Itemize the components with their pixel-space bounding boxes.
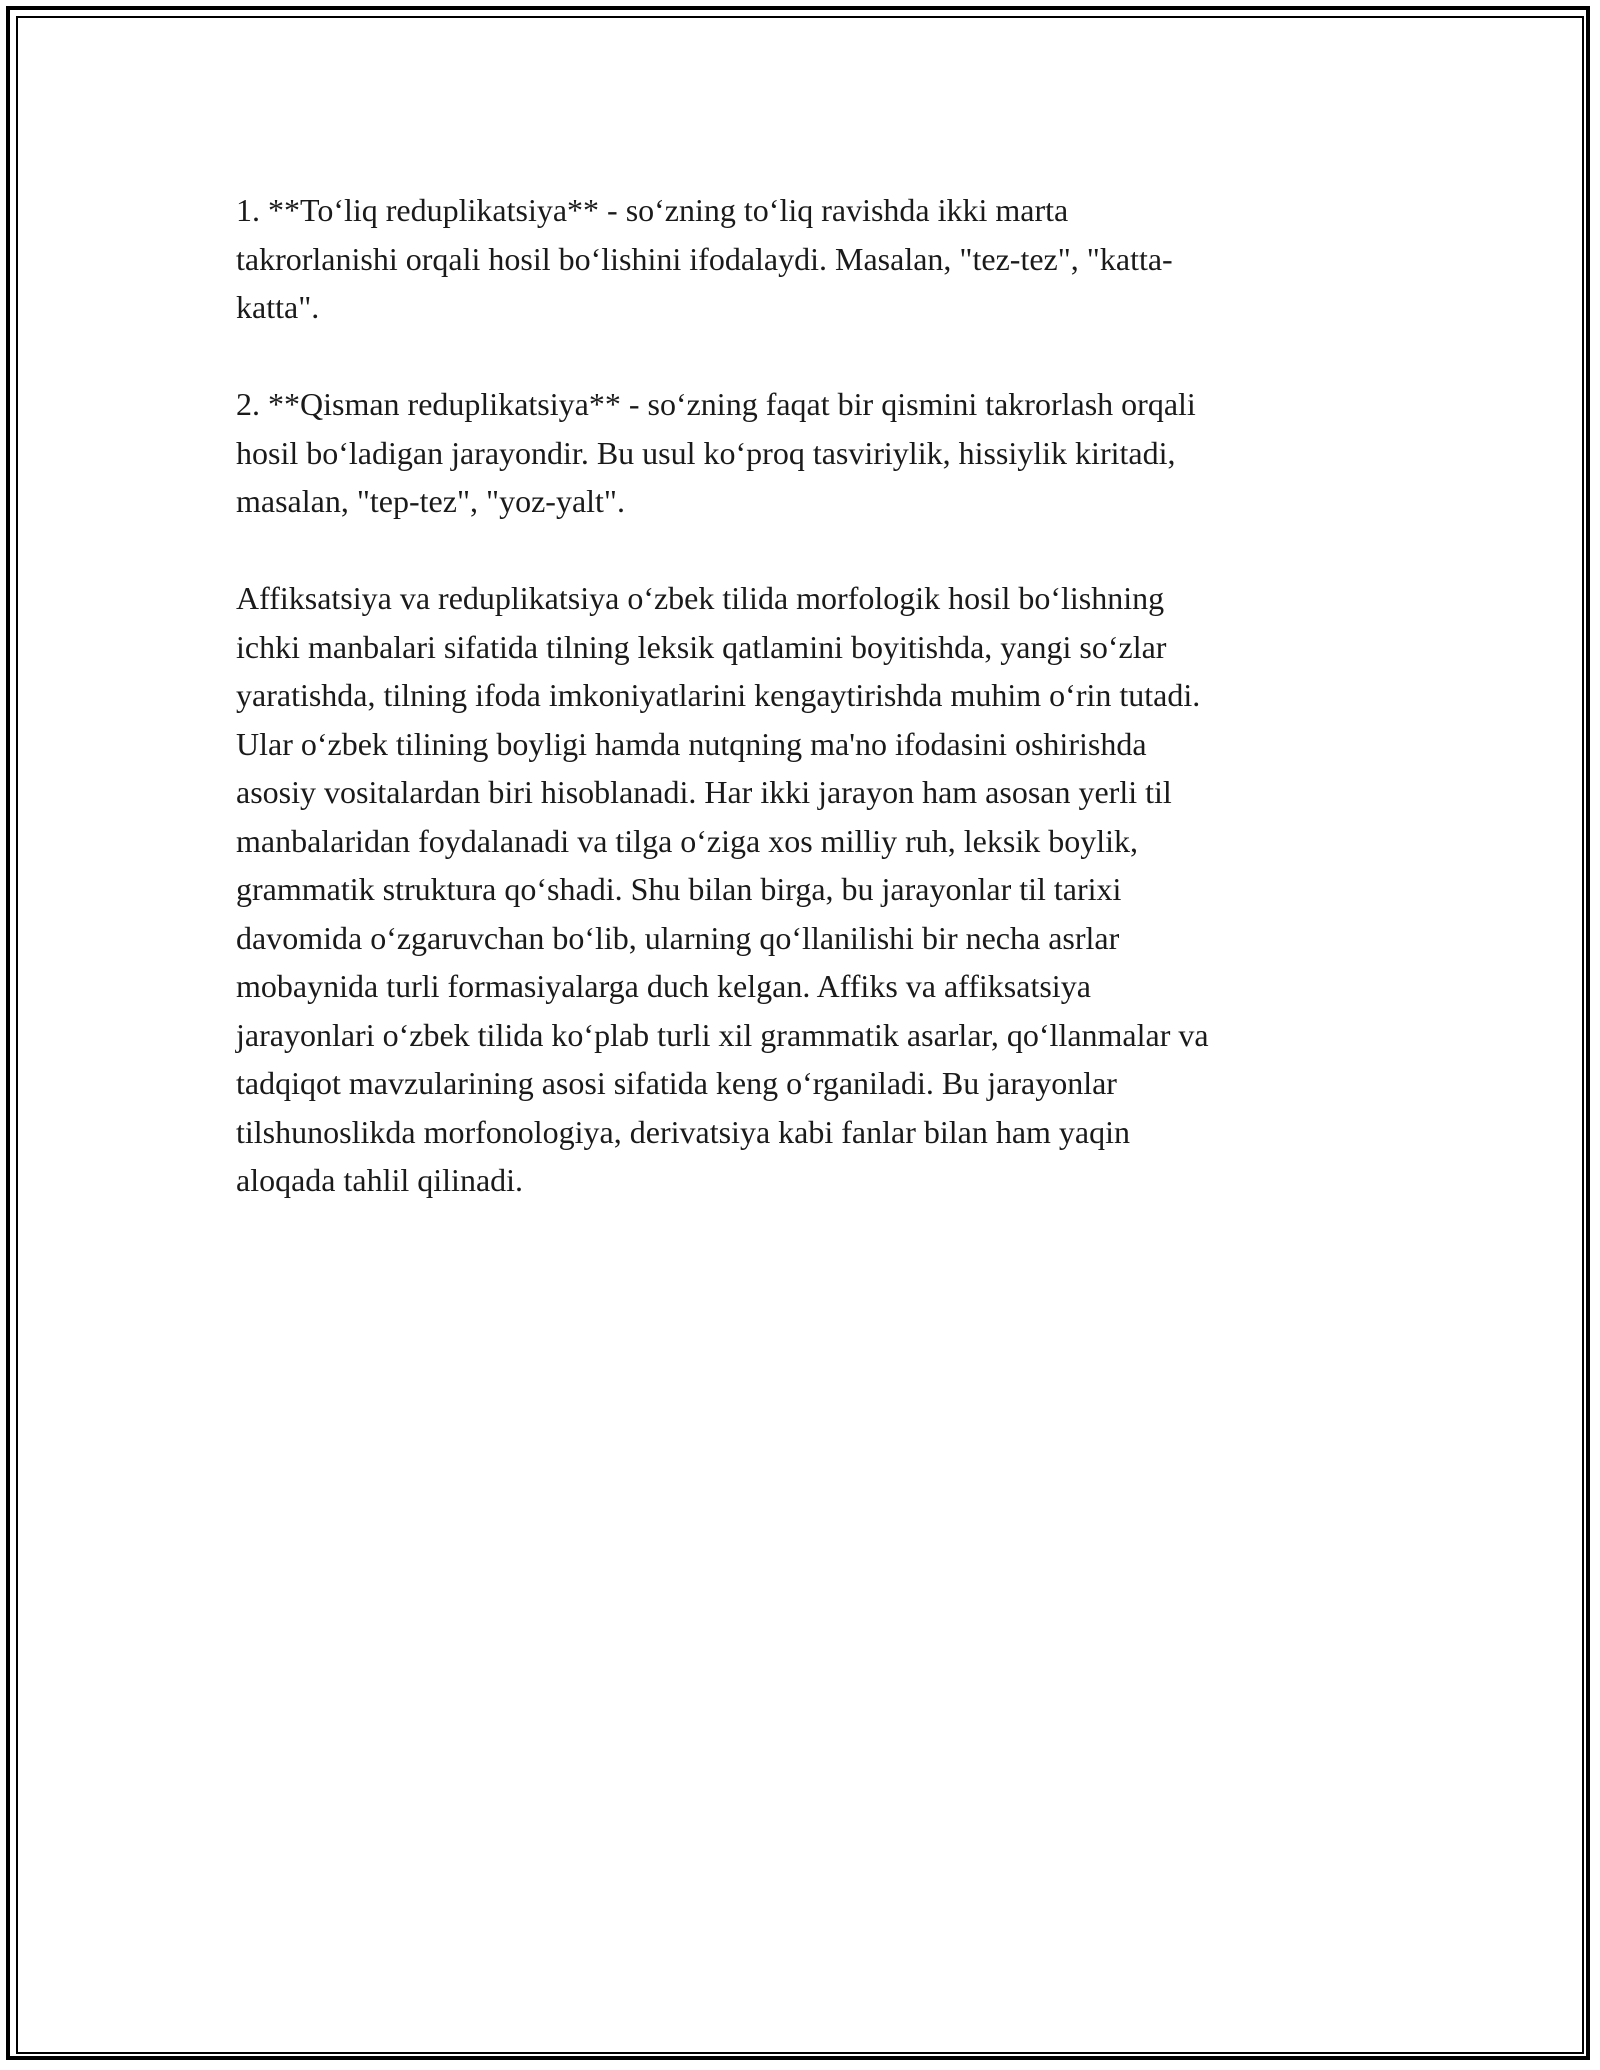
text-line: asosiy vositalardan biri hisoblanadi. Har ikki jarayon ham asosan yerli til — [236, 774, 1172, 810]
text-line: manbalaridan foydalanadi va tilga o‘ziga xos milliy ruh, leksik boylik, — [236, 822, 1138, 859]
text-line: davomida o‘zgaruvchan bo‘lib, ularning qo‘llanilishi bir necha asrlar — [236, 919, 1120, 956]
text-line: mobaynida turli formasiyalarga duch kelgan. Affiks va affiksatsiya — [236, 968, 1091, 1004]
text-line: 1. **To‘liq reduplikatsiya** - so‘zning to‘liq ravishda ikki marta — [236, 192, 1069, 228]
text-line: tadqiqot mavzularining asosi sifatida keng o‘rganiladi. Bu jarayonlar — [236, 1065, 1117, 1101]
text-line: Ular o‘zbek tilining boyligi hamda nutqning ma'no ifodasini oshirishda — [236, 725, 1147, 762]
paragraph-partial-reduplication — [236, 380, 1356, 526]
text-line: hosil bo‘ladigan jarayondir. Bu usul ko‘proq tasviriylik, hissiylik kiritadi, — [236, 434, 1176, 471]
paragraph-full-reduplication — [236, 186, 1356, 332]
text-line: grammatik struktura qo‘shadi. Shu bilan birga, bu jarayonlar til tarixi — [236, 871, 1122, 907]
text-line: takrorlanishi orqali hosil bo‘lishini ifodalaydi. Masalan, "tez-tez", "katta- — [236, 240, 1173, 277]
text-line: 2. **Qisman reduplikatsiya** - so‘zning faqat bir qismini takrorlash orqali — [236, 386, 1196, 422]
document-body — [236, 186, 1356, 1253]
text-line: jarayonlari o‘zbek tilida ko‘plab turli xil grammatik asarlar, qo‘llanmalar va — [236, 1016, 1209, 1053]
paragraph-summary — [236, 574, 1356, 1205]
text-line: katta". — [236, 289, 320, 325]
text-line: tilshunoslikda morfonologiya, derivatsiya kabi fanlar bilan ham yaqin — [236, 1113, 1131, 1150]
text-line: masalan, "tep-tez", "yoz-yalt". — [236, 483, 625, 519]
text-line: aloqada tahlil qilinadi. — [236, 1162, 524, 1198]
text-line: yaratishda, tilning ifoda imkoniyatlarini kengaytirishda muhim o‘rin tutadi. — [236, 677, 1201, 713]
text-line: Affiksatsiya va reduplikatsiya o‘zbek tilida morfologik hosil bo‘lishning — [236, 580, 1165, 616]
text-line: ichki manbalari sifatida tilning leksik qatlamini boyitishda, yangi so‘zlar — [236, 628, 1167, 665]
